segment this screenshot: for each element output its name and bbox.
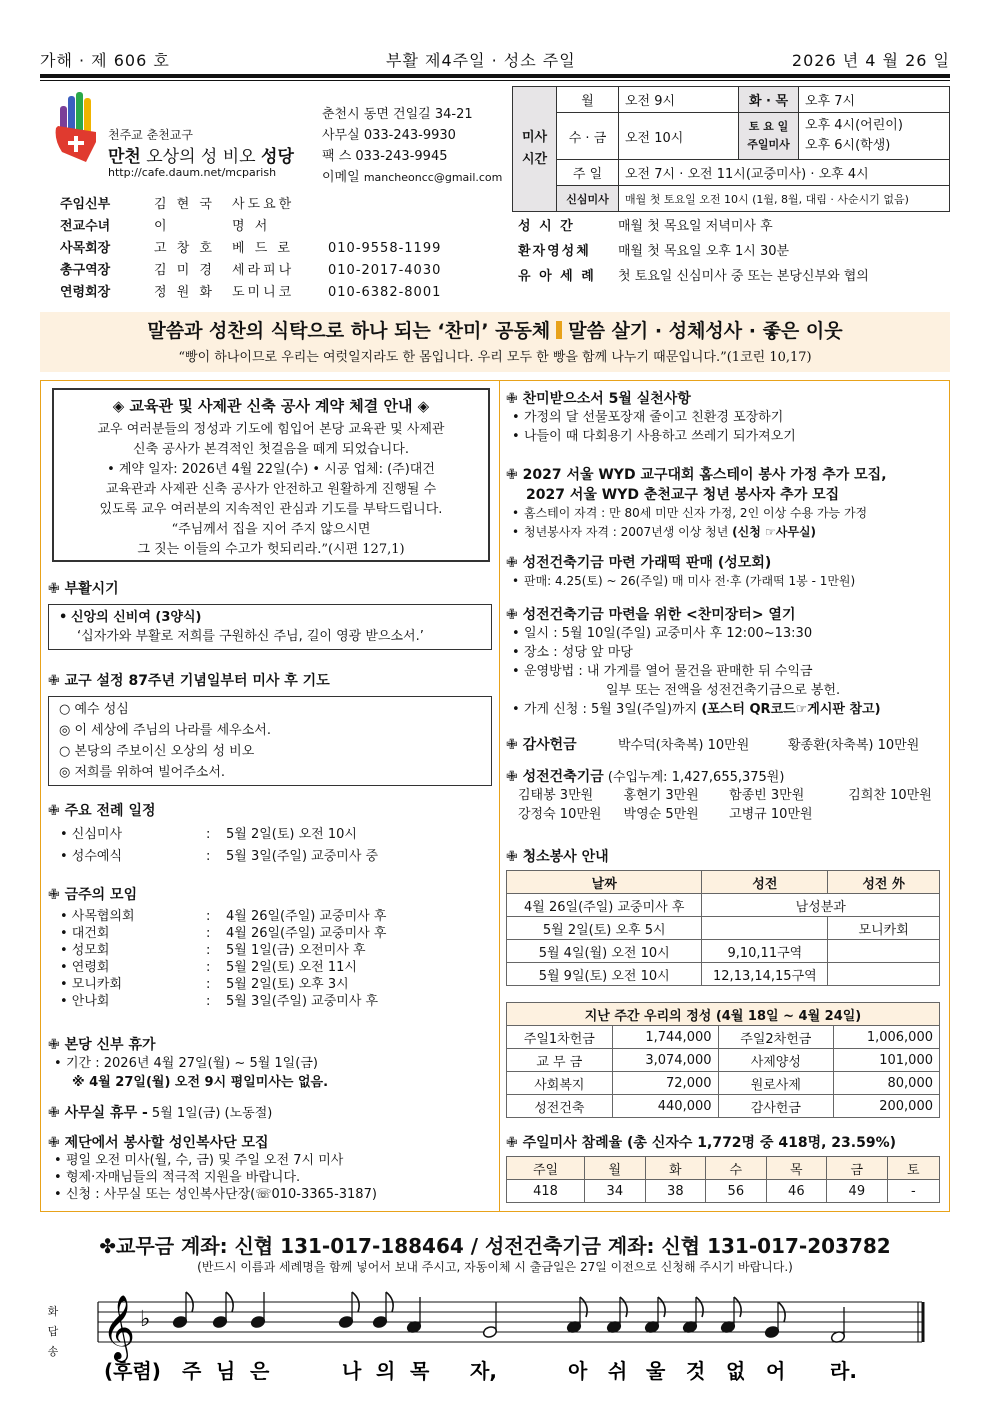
note-flag (658, 1297, 665, 1317)
schedule-name: • 신심미사 (60, 827, 123, 842)
schedule-name: • 모니카회 (60, 977, 123, 992)
bank-accounts: ✤교무금 계좌: 신협 131-017-188464 / 성전건축기금 계좌: 신협 131-017-203782 (99, 1234, 891, 1258)
sacrament-time: 매월 첫 목요일 오후 1시 30분 (618, 244, 790, 259)
cleaning-group: 12,13,14,15구역 (702, 963, 828, 986)
thanks-offering-section: ✙ 감사헌금 박수덕(차축복) 10만원 황종환(차축복) 10만원 (506, 737, 920, 753)
cleaning-date: 5월 2일(토) 오후 5시 (507, 917, 702, 940)
attendance-count: 418 (507, 1180, 585, 1203)
schedule-row (48, 959, 492, 976)
flat-key-signature-icon: ♭ (140, 1307, 151, 1332)
offering-amount: 72,000 (612, 1072, 718, 1095)
schedule-row (48, 925, 492, 942)
attendance-count: 56 (706, 1180, 767, 1203)
schedule-time: 5월 2일(토) 오전 10시 (226, 827, 357, 842)
easter-section: ✙ 부활시기 • 신앙의 신비여 (3양식) ‘십자가와 부활로 저희를 구원하신 주님, 길이 영광 받으소서.’ (48, 578, 492, 650)
schedule-row (48, 976, 492, 993)
offering-label: 주일2차헌금 (718, 1026, 834, 1049)
donor: 강정숙 10만원 (518, 807, 602, 822)
lyric-syllable: 주 (182, 1359, 202, 1383)
sacrament-time: 매월 첫 목요일 저녁미사 후 (618, 219, 773, 234)
offering-amount: 1,006,000 (834, 1026, 940, 1049)
staff-baptismal-name: 세라피나 (232, 263, 295, 278)
liturgical-day: 부활 제4주일 · 성소 주일 (386, 50, 576, 70)
lyric-syllable: 쉬 (608, 1359, 628, 1383)
prayer-line: ◎ 저희를 위하여 빌어주소서. (59, 765, 226, 780)
staff-role: 연령회장 (60, 285, 111, 300)
donor: 홍현기 3만원 (623, 788, 699, 803)
attendance-day: 금 (827, 1157, 888, 1180)
offering-amount: 440,000 (612, 1095, 718, 1118)
schedule-time: 5월 2일(토) 오전 11시 (226, 960, 357, 975)
cleaning-date: 5월 4일(월) 오전 10시 (507, 940, 702, 963)
cleaning-header: 날짜 (507, 871, 702, 894)
sacrament-row (518, 214, 869, 239)
attendance-count: 38 (645, 1180, 706, 1203)
staff-role: 총구역장 (60, 263, 111, 278)
note-flag (734, 1297, 741, 1317)
offering-row (507, 1049, 940, 1072)
sacrament-row (518, 264, 869, 289)
cleaning-date: 5월 9일(토) 오전 10시 (507, 963, 702, 986)
schedule-name: • 안나회 (60, 994, 110, 1009)
offering-label: 주일1차헌금 (507, 1026, 613, 1049)
offering-amount: 3,074,000 (612, 1049, 718, 1072)
prayer-section: ✙ 교구 설정 87주년 기념일부터 미사 후 기도 ○ 예수 성심 ◎ 이 세상에 주님의 나라를 세우소서. ○ 본당의 주보이신 오상의 성 비오 ◎ 저희를 위하여 빌어주소서. (48, 670, 492, 786)
offering-table (506, 1002, 940, 1118)
schedule-name: • 사목협의회 (60, 909, 135, 924)
attendance-day: 주일 (507, 1157, 585, 1180)
offering-row (507, 1072, 940, 1095)
psalm-music-staff (90, 1288, 950, 1398)
staff-baptismal-name: 사도요한 (232, 197, 295, 212)
schedule-name: • 성수예식 (60, 849, 123, 864)
schedule-time: 4월 26일(주일) 교중미사 후 (226, 909, 387, 924)
offering-label: 원로사제 (718, 1072, 834, 1095)
bank-account-note: (반드시 이름과 세례명을 함께 넣어서 보내 주시고, 자동이체 시 출금일은 27일 이전으로 신청해 주시기 바랍니다.) (197, 1260, 793, 1274)
vacation-section: ✙ 본당 신부 휴가 • 기간 : 2026년 4월 27일(월) ~ 5월 1일(금) ※ 4월 27일(월) 오전 9시 평일미사는 없음. (48, 1034, 492, 1092)
cleaning-header: 성전 外 (828, 871, 940, 894)
email-address: mancheoncc@gmail.com (363, 171, 503, 184)
issue-number: 가해 · 제 606 호 (40, 50, 170, 70)
staff-name: 정 원 화 (154, 285, 215, 300)
staff-baptismal-name: 베 드 로 (232, 241, 293, 256)
offering-amount: 200,000 (834, 1095, 940, 1118)
cleaning-group: 모니카회 (828, 917, 940, 940)
donor: 김희찬 10만원 (848, 788, 932, 803)
schedule-time: 5월 2일(토) 오후 3시 (226, 977, 349, 992)
attendance-count: 46 (766, 1180, 827, 1203)
scripture-quote: “빵이 하나이므로 우리는 여럿일지라도 한 몸입니다. 우리 모두 한 빵을 함께 나누기 때문입니다.”(1코린 10,17) (178, 350, 812, 365)
altar-server-section: ✙ 제단에서 봉사할 성인복사단 모집 • 평일 오전 미사(월, 수, 금) 및 주일 오전 7시 미사 • 형제·자매님들의 적극적 지원을 바랍니다. • 신청 : 사무실 또는 성인복사단장(☏010-3365-3187) (48, 1132, 492, 1203)
staff-role: 전교수녀 (60, 219, 111, 234)
parish-name: 만천 오상의 성 비오 성당 (108, 147, 294, 167)
parish-url-link[interactable]: http://cafe.daum.net/mcparish (108, 166, 277, 179)
header-rule-thin (40, 80, 950, 81)
lyric-syllable: (후렴) (104, 1359, 161, 1383)
staff-row (60, 216, 441, 238)
lyric-syllable: 울 (646, 1359, 666, 1383)
schedule-colon: : (206, 977, 211, 992)
staff-baptismal-name: 도미니코 (232, 285, 295, 300)
psalm-label-char: 답 (47, 1325, 59, 1338)
attendance-day: 목 (766, 1157, 827, 1180)
schedule-time: 5월 3일(주일) 교중미사 후 (226, 994, 379, 1009)
responsorial-psalm-label (46, 1302, 60, 1362)
lyric-syllable: 목 (410, 1359, 430, 1383)
parish-address: 춘천시 동면 건일길 34-21 (322, 107, 473, 122)
offering-row (507, 1026, 940, 1049)
attendance-day: 수 (706, 1157, 767, 1180)
cleaning-group (702, 917, 828, 940)
staff-baptismal-name: 명 서 (232, 219, 271, 234)
cleaning-row (507, 963, 940, 986)
donor: 김태봉 3만원 (518, 788, 594, 803)
parish-logo-hand-icon (52, 92, 102, 164)
attendance-section: ✙ 주일미사 참례율 (총 신자수 1,772명 중 418명, 23.59%) 주일 월 화 수 목 금 토 418 34 38 56 46 49 - (506, 1132, 944, 1203)
offering-title: 지난 주간 우리의 정성 (4월 18일 ~ 4월 24일) (507, 1003, 940, 1026)
lyric-syllable: 라. (830, 1359, 857, 1383)
offering-label: 사제양성 (718, 1049, 834, 1072)
psalm-label-char: 송 (47, 1345, 59, 1358)
cleaning-group: 9,10,11구역 (702, 940, 828, 963)
office-phone: 033-243-9930 (363, 128, 456, 143)
cleaning-table (506, 870, 940, 986)
note-flag (696, 1297, 703, 1317)
sacrament-time: 첫 토요일 신심미사 중 또는 본당신부와 협의 (618, 269, 869, 284)
wyd-section: ✙ 2027 서울 WYD 교구대회 홈스테이 봉사 가정 추가 모집, 2027 서울 WYD 춘천교구 청년 봉사자 추가 모집 • 홈스테이 자격 : 만 80세 미만 신자 가정, 2인 이상 수용 가능 가정 • 청년봉사자 자격 : 2007년생 이상 청년 (신청 ☞사무실) (506, 464, 946, 542)
liturgy-section: ✙ 주요 전례 일정 • 신심미사 : 5월 2일(토) 오전 10시 • 성수예식 : 5월 3일(주일) 교중미사 중 (48, 800, 492, 868)
staff-name: 김 미 경 (154, 263, 215, 278)
sacrament-row (518, 239, 869, 264)
cleaning-group (828, 940, 940, 963)
meetings-section: ✙ 금주의 모임 • 사목협의회 : 4월 26일(주일) 교중미사 후 • 대건회 : 4월 26일(주일) 교중미사 후 • 성모회 : 5월 1일(금) 오전미사 후 • 연령회 : 5월 2일(토) 오전 11시 • 모니카회 : 5월 2일(토) 오후 3시 • 안나회 : 5월 3일(주일) 교중미사 후 (48, 884, 492, 1010)
lyric-syllable: 자, (470, 1359, 497, 1383)
donor: 함종빈 3만원 (729, 788, 805, 803)
offering-row (507, 1095, 940, 1118)
prayer-line: ○ 예수 성심 (59, 702, 129, 717)
schedule-name: • 연령회 (60, 960, 110, 975)
cleaning-header: 성전 (702, 871, 828, 894)
attendance-day: 월 (585, 1157, 646, 1180)
note-flag (580, 1297, 587, 1317)
column-divider (499, 380, 500, 1212)
donor: 박영순 5만원 (623, 807, 699, 822)
sacrament-label: 성 시 간 (518, 219, 575, 234)
offering-amount: 101,000 (834, 1049, 940, 1072)
staff-name: 고 창 호 (154, 241, 215, 256)
offering-label: 감사헌금 (718, 1095, 834, 1118)
lyric-syllable: 은 (250, 1359, 270, 1383)
note-flag (620, 1297, 627, 1317)
schedule-colon: : (206, 926, 211, 941)
attendance-table (506, 1156, 940, 1203)
attendance-count: 49 (827, 1180, 888, 1203)
staff-list (60, 194, 441, 304)
issue-header (40, 44, 950, 74)
schedule-name: • 성모회 (60, 943, 110, 958)
attendance-count: 34 (585, 1180, 646, 1203)
schedule-row (48, 908, 492, 925)
attendance-day: 화 (645, 1157, 706, 1180)
schedule-colon: : (206, 849, 211, 864)
donor-row (518, 805, 946, 824)
schedule-name: • 대건회 (60, 926, 110, 941)
header-rule-thick (40, 74, 950, 78)
schedule-row (48, 942, 492, 959)
offering-amount: 1,744,000 (612, 1026, 718, 1049)
cleaning-group: 남성분과 (702, 894, 940, 917)
lyric-syllable: 아 (568, 1359, 588, 1383)
staff-row (60, 282, 441, 304)
schedule-row (48, 846, 492, 868)
schedule-colon: : (206, 827, 211, 842)
lyric-syllable: 없 (726, 1359, 746, 1383)
cleaning-row (507, 917, 940, 940)
schedule-colon: : (206, 960, 211, 975)
sacrament-label: 유 아 세 례 (518, 269, 596, 284)
diocese-name: 천주교 춘천교구 (108, 128, 193, 142)
lyric-syllable: 의 (376, 1359, 396, 1383)
building-fund-section: ✙ 성전건축기금 (수입누계: 1,427,655,375원) 김태봉 3만원 홍현기 3만원 함종빈 3만원 김희찬 10만원 강정숙 10만원 박영순 5만원 고병규 10만원 (506, 766, 946, 824)
prayer-line: ○ 본당의 주보이신 오상의 성 비오 (59, 744, 255, 759)
cleaning-date: 4월 26일(주일) 교중미사 후 (507, 894, 702, 917)
staff-row (60, 194, 441, 216)
staff-role: 사목회장 (60, 241, 111, 256)
schedule-colon: : (206, 909, 211, 924)
offering-label: 성전건축 (507, 1095, 613, 1118)
staff-row (60, 238, 441, 260)
treble-clef-icon: 𝄞 (102, 1295, 136, 1360)
staff-phone: 010-9558-1199 (328, 241, 442, 256)
attendance-day: 토 (887, 1157, 939, 1180)
rice-cake-section: ✙ 성전건축기금 마련 가래떡 판매 (성모회) • 판매: 4.25(토) ~ 26(주일) 매 미사 전·후 (가래떡 1봉 - 1만원) (506, 552, 944, 591)
construction-notice: ◈ 교육관 및 사제관 신축 공사 계약 체결 안내 ◈ 교우 여러분들의 정성과 기도에 힘입어 본당 교육관 및 사제관 신축 공사가 본격적인 첫걸음을 떼게 되었습니다. • 계약 일자: 2026년 4월 22일(수) • 시공 업체: (주)대건 교육관과 사제관 신축 공사가 안전하고 원활하게 진행될 수 있도록 교우 여러분의 지속적인 관심과 기도를 부탁드립니다. “주님께서 집을 지어 주지 않으시면 그 짓는 이들의 수고가 헛되리라.”(시편 127,1) (52, 388, 490, 562)
lyric-syllable: 님 (216, 1359, 236, 1383)
staff-phone: 010-2017-4030 (328, 263, 442, 278)
schedule-row (48, 993, 492, 1010)
lyric-syllable: 것 (686, 1359, 706, 1383)
schedule-colon: : (206, 994, 211, 1009)
schedule-row (48, 824, 492, 846)
offering-label: 사회복지 (507, 1072, 613, 1095)
prayer-line: ◎ 이 세상에 주님의 나라를 세우소서. (59, 723, 271, 738)
parish-contact: 춘천시 동면 건일길 34-21 사무실 033-243-9930 팩 스 033-243-9945 이메일 mancheoncc@gmail.com (322, 104, 502, 188)
staff-phone: 010-6382-8001 (328, 285, 442, 300)
schedule-time: 5월 1일(금) 오전미사 후 (226, 943, 366, 958)
schedule-time: 5월 3일(주일) 교중미사 중 (226, 849, 379, 864)
mass-times-label: 미사 시간 (513, 87, 557, 212)
sacrament-label: 환자영성체 (518, 244, 591, 259)
staff-row (60, 260, 441, 282)
offering-label: 교 무 금 (507, 1049, 613, 1072)
cleaning-row (507, 940, 940, 963)
lyric-syllable: 어 (766, 1359, 786, 1383)
cleaning-group (828, 963, 940, 986)
issue-date: 2026 년 4 월 26 일 (791, 50, 950, 70)
schedule-time: 4월 26일(주일) 교중미사 후 (226, 926, 387, 941)
laudato-si-section: ✙ 찬미받으소서 5월 실천사항 • 가정의 달 선물포장재 줄이고 친환경 포장하기 • 나들이 때 다회용기 사용하고 쓰레기 되가져오기 (506, 388, 944, 446)
attendance-count: - (887, 1180, 939, 1203)
donor (848, 805, 946, 824)
mass-times-table: 미사 시간 월 오전 9시 화 · 목 오후 7시 수 · 금 오전 10시 토 요 일 주일미사 오후 4시(어린이) 오후 6시(학생) 주 일 오전 7시 · 오전 11시(교중미사) · 오후 4시 신심미사 매월 첫 토요일 오전 10시 (1월, 8월, 대림 · 사순시기 없음) (512, 86, 950, 212)
other-sacraments (518, 214, 869, 289)
lyric-syllable: 나 (342, 1359, 362, 1383)
donor: 고병규 10만원 (729, 807, 813, 822)
psalm-label-char: 화 (47, 1305, 59, 1318)
cleaning-section: ✙ 청소봉사 안내 날짜 성전 성전 外 4월 26일(주일) 교중미사 후 남성분과 5월 2일(토) 오후 5시 모니카회 5월 4일(월) 오전 10시 9,10,11구역 5월 9일(토) 오전 10시 12,13,14,15구역 (506, 846, 942, 986)
staff-role: 주임신부 (60, 197, 111, 212)
donor-row (518, 786, 946, 805)
parish-motto: 말씀과 성찬의 식탁으로 하나 되는 ‘찬미’ 공동체 말씀 살기 · 성체성사 · 좋은 이웃 (147, 320, 843, 342)
offering-amount: 80,000 (834, 1072, 940, 1095)
staff-name: 이 (154, 219, 170, 234)
staff-name: 김 현 국 (154, 197, 215, 212)
schedule-colon: : (206, 943, 211, 958)
office-closed-section: ✙ 사무실 휴무 - 5월 1일(금) (노동절) (48, 1105, 273, 1121)
fax-number: 033-243-9945 (355, 149, 448, 164)
market-section: ✙ 성전건축기금 마련을 위한 <찬미장터> 열기 • 일시 : 5월 10일(주일) 교중미사 후 12:00~13:30 • 장소 : 성당 앞 마당 • 운영방법 : 내 가게를 열어 물건을 판매한 뒤 수익금 일부 또는 전액을 성전건축기금으로 봉헌. • 가게 신청 : 5월 3일(주일)까지 (포스터 QR코드☞게시판 참고) (506, 604, 944, 719)
cleaning-row (507, 894, 940, 917)
